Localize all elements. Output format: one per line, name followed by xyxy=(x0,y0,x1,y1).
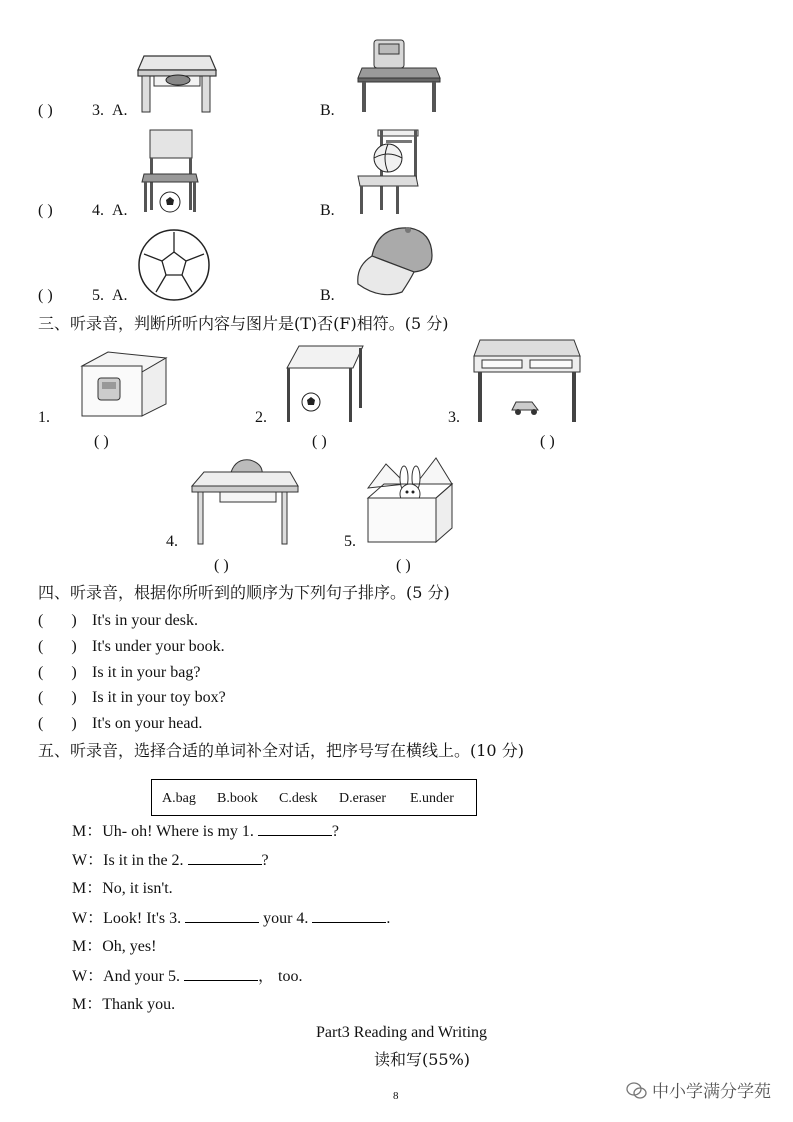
item-number: 4. xyxy=(166,533,178,550)
item-number: 4. xyxy=(92,202,104,219)
order-paren[interactable]: ( ) xyxy=(38,715,77,732)
order-paren[interactable]: ( ) xyxy=(38,664,77,681)
sentence: Is it in your toy box? xyxy=(92,689,226,706)
answer-blank[interactable] xyxy=(188,852,262,865)
chair-with-ball-on-image xyxy=(356,128,422,216)
desk-with-bag-on-image xyxy=(356,38,442,114)
cap-image xyxy=(352,222,436,300)
item-number: 1. xyxy=(38,409,50,426)
football-image xyxy=(136,228,212,302)
answer-blank[interactable] xyxy=(312,910,386,923)
answer-paren[interactable]: ( ) xyxy=(38,287,53,304)
dialogue-line: M：Thank you. xyxy=(72,996,176,1013)
option-a-label: A. xyxy=(112,102,128,119)
word-option: C.desk xyxy=(279,791,318,806)
option-b-label: B. xyxy=(320,202,335,219)
wechat-icon xyxy=(626,1082,648,1100)
answer-paren[interactable]: ( ) xyxy=(38,202,53,219)
word-option: D.eraser xyxy=(339,791,387,806)
answer-paren[interactable]: ( ) xyxy=(38,102,53,119)
item-number: 2. xyxy=(255,409,267,426)
option-a-label: A. xyxy=(112,202,128,219)
word-option: B.book xyxy=(217,791,258,806)
dialogue-line: M：No, it isn't. xyxy=(72,880,173,897)
option-b-label: B. xyxy=(320,102,335,119)
answer-blank[interactable] xyxy=(184,968,258,981)
word-option: A.bag xyxy=(162,791,196,806)
word-bank xyxy=(151,779,477,816)
part3-title: Part3 Reading and Writing xyxy=(316,1024,488,1041)
answer-paren[interactable]: ( ) xyxy=(94,433,109,450)
option-b-label: B. xyxy=(320,287,335,304)
item-number: 5. xyxy=(344,533,356,550)
desk-with-bag-under-image xyxy=(136,52,218,114)
option-a-label: A. xyxy=(112,287,128,304)
desk-with-cap-on-image xyxy=(190,454,300,546)
section3-heading: 三、听录音，判断所听内容与图片是(T)否(F)相符。(5 分) xyxy=(38,314,449,333)
section5-heading: 五、听录音，选择合适的单词补全对话，把序号写在横线上。(10 分) xyxy=(38,741,524,760)
order-paren[interactable]: ( ) xyxy=(38,689,77,706)
dialogue-line: W：And your 5. ， too. xyxy=(72,968,303,985)
dialogue-line: W：Look! It's 3. your 4. . xyxy=(72,910,391,927)
bag-in-box-image xyxy=(80,348,170,420)
sentence: It's in your desk. xyxy=(92,612,198,629)
chair-with-ball-under-image xyxy=(140,128,200,214)
section4-heading: 四、听录音，根据你所听到的顺序为下列句子排序。(5 分) xyxy=(38,583,450,602)
dialogue-line: M：Oh, yes! xyxy=(72,938,157,955)
answer-blank[interactable] xyxy=(258,823,332,836)
rabbit-in-box-image xyxy=(366,454,456,546)
sentence: It's on your head. xyxy=(92,715,203,732)
answer-paren[interactable]: ( ) xyxy=(540,433,555,450)
sentence: Is it in your bag? xyxy=(92,664,201,681)
page-number: 8 xyxy=(393,1090,399,1102)
desk-with-ball-under-image xyxy=(285,344,365,424)
item-number: 3. xyxy=(448,409,460,426)
part3-subtitle: 读和写(55%) xyxy=(374,1050,471,1069)
desk-with-car-under-image xyxy=(472,338,582,424)
order-paren[interactable]: ( ) xyxy=(38,612,77,629)
sentence: It's under your book. xyxy=(92,638,225,655)
item-number: 5. xyxy=(92,287,104,304)
answer-blank[interactable] xyxy=(185,910,259,923)
order-paren[interactable]: ( ) xyxy=(38,638,77,655)
watermark: 中小学满分学苑 xyxy=(626,1077,771,1102)
answer-paren[interactable]: ( ) xyxy=(396,557,411,574)
answer-paren[interactable]: ( ) xyxy=(214,557,229,574)
dialogue-line: W：Is it in the 2. ? xyxy=(72,852,269,869)
word-option: E.under xyxy=(410,791,454,806)
answer-paren[interactable]: ( ) xyxy=(312,433,327,450)
item-number: 3. xyxy=(92,102,104,119)
dialogue-line: M：Uh- oh! Where is my 1. ? xyxy=(72,823,340,840)
